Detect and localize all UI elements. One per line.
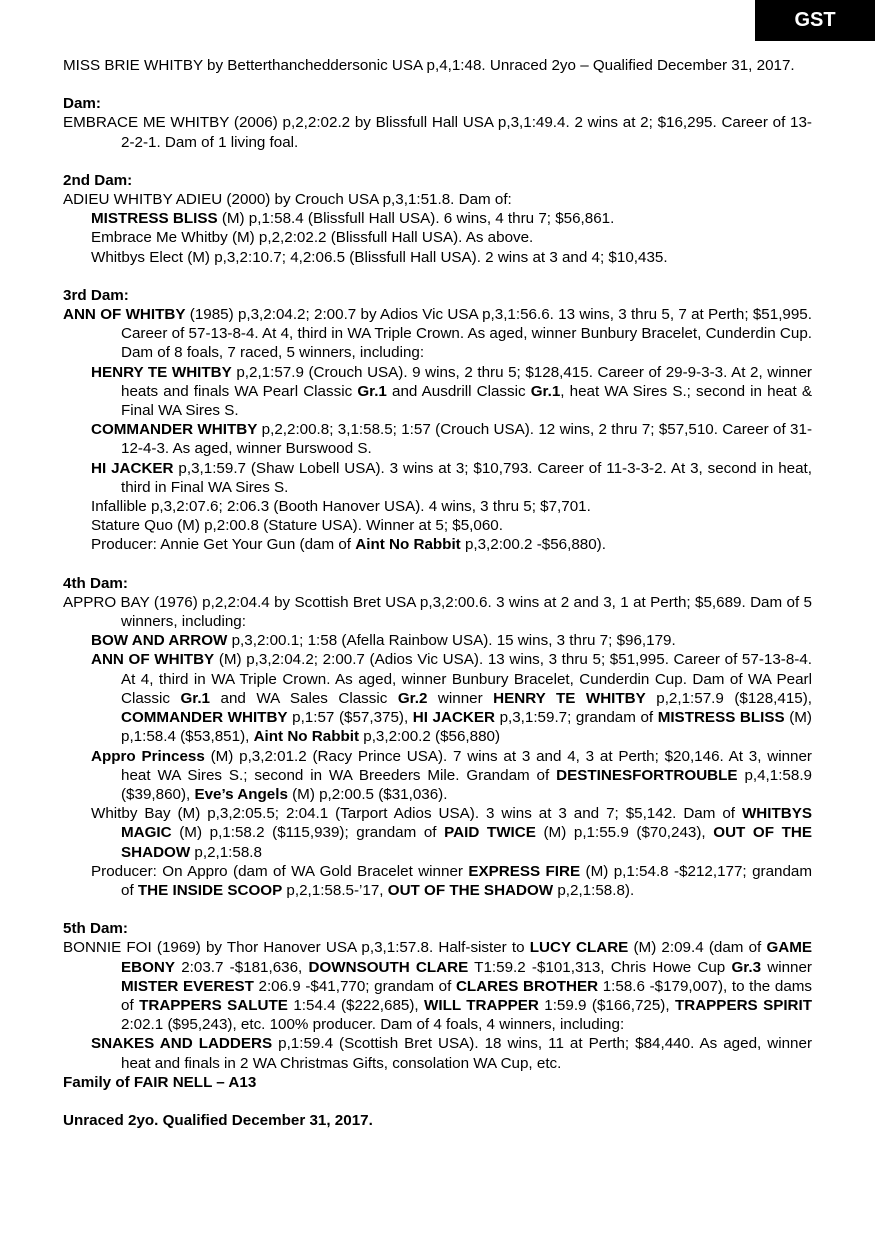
third-dam-heading: 3rd Dam:: [63, 286, 129, 304]
fourth-dam-progeny-2: ANN OF WHITBY (M) p,3,2:04.2; 2:00.7 (Adios Vic USA). 13 wins, 3 thru 5; $51,995. Career of 57-13-8-4. At 4, third in WA Triple Crown. As aged, winner Bunbury Bracelet, Cunderdin Cup. Dam of WA Pearl Classic Gr.1 and WA Sales Classic Gr.2 winner HENRY TE WHITBY p,2,1:57.9 ($128,415), COMMANDER WHITBY p,1:57 ($57,375), HI JACKER p,3,1:59.7; grandam of MISTRESS BLISS (M) p,1:58.4 ($53,851), Aint No Rabbit p,3,2:00.2 ($56,880): [91, 651, 812, 746]
third-dam-progeny-2: COMMANDER WHITBY p,2,2:00.8; 3,1:58.5; 1:57 (Crouch USA). 12 wins, 2 thru 7; $57,510. Career of 31-12-4-3. As aged, winner Burswood S.: [91, 421, 812, 458]
fourth-dam-heading: 4th Dam:: [63, 574, 128, 592]
third-dam-progeny-5: Stature Quo (M) p,2:00.8 (Stature USA). Winner at 5; $5,060.: [91, 517, 503, 535]
fifth-dam-heading: 5th Dam:: [63, 920, 128, 938]
third-dam-progeny-3: HI JACKER p,3,1:59.7 (Shaw Lobell USA). 3 wins at 3; $10,793. Career of 11-3-3-2. At 3, second in heat, third in Final WA Sires S.: [91, 459, 812, 496]
horse-intro: MISS BRIE WHITBY by Betterthancheddersonic USA p,4,1:48. Unraced 2yo – Qualified December 31, 2017.: [63, 57, 795, 74]
fourth-dam-progeny-4: Whitby Bay (M) p,3,2:05.5; 2:04.1 (Tarport Adios USA). 3 wins at 3 and 7; $5,142. Dam of WHITBYS MAGIC (M) p,1:58.2 ($115,939); grandam of PAID TWICE (M) p,1:55.9 ($70,243), OUT OF THE SHADOW p,2,1:58.8: [91, 805, 813, 861]
fourth-dam-producer: Producer: On Appro (dam of WA Gold Bracelet winner EXPRESS FIRE (M) p,1:54.8 -$212,177; grandam of THE INSIDE SCOOP p,2,1:58.5-’17, OUT OF THE SHADOW p,2,1:58.8).: [91, 862, 813, 899]
pedigree-document: [63, 56, 812, 1130]
second-dam-text: ADIEU WHITBY ADIEU (2000) by Crouch USA p,3,1:51.8. Dam of:: [63, 191, 512, 209]
fifth-dam-progeny-1: SNAKES AND LADDERS p,1:59.4 (Scottish Bret USA). 18 wins, 11 at Perth; $84,440. As aged, winner heat and finals in 2 WA Christmas Gifts, consolation WA Cup, etc.: [91, 1035, 812, 1072]
fourth-dam-progeny-1: BOW AND ARROW p,3,2:00.1; 1:58 (Afella Rainbow USA). 15 wins, 3 thru 7; $96,179.: [91, 632, 676, 650]
second-dam-progeny-1: MISTRESS BLISS (M) p,1:58.4 (Blissfull Hall USA). 6 wins, 4 thru 7; $56,861.: [91, 210, 615, 228]
fourth-dam-text: APPRO BAY (1976) p,2,2:04.4 by Scottish Bret USA p,3,2:00.6. 3 wins at 2 and 3, 1 at Perth; $5,689. Dam of 5 winners, including:: [63, 593, 812, 631]
fifth-dam-text: BONNIE FOI (1969) by Thor Hanover USA p,3,1:57.8. Half-sister to LUCY CLARE (M) 2:09.4 (dam of GAME EBONY 2:03.7 -$181,636, DOWNSOUTH CLARE T1:59.2 -$101,313, Chris Howe Cup Gr.3 winner MISTER EVEREST 2:06.9 -$41,770; grandam of CLARES BROTHER 1:58.6 -$179,007), to the dams of TRAPPERS SALUTE 1:54.4 ($222,685), WILL TRAPPER 1:59.9 ($166,725), TRAPPERS SPIRIT 2:02.1 ($95,243), etc. 100% producer. Dam of 4 foals, 4 winners, including:: [63, 939, 813, 1034]
dam-heading: Dam:: [63, 95, 101, 113]
dam-text: EMBRACE ME WHITBY (2006) p,2,2:02.2 by Blissfull Hall USA p,3,1:49.4. 2 wins at 2; $16,295. Career of 13-2-2-1. Dam of 1 living foal.: [63, 114, 812, 151]
third-dam-progeny-1: HENRY TE WHITBY p,2,1:57.9 (Crouch USA). 9 wins, 2 thru 5; $128,415. Career of 29-9-3-3. At 2, winner heats and finals WA Pearl Classic Gr.1 and Ausdrill Classic Gr.1, heat WA Sires S.; second in heat & Final WA Sires S.: [91, 363, 812, 420]
family-line: Family of FAIR NELL – A13: [63, 1073, 257, 1091]
fourth-dam-progeny-3: Appro Princess (M) p,3,2:01.2 (Racy Prince USA). 7 wins at 3 and 4, 3 at Perth; $20,146. At 3, winner heat WA Sires S.; second in WA Breeders Mile. Grandam of DESTINESFORTROUBLE p,4,1:58.9 ($39,860), Eve’s Angels (M) p,2:00.5 ($31,036).: [91, 747, 812, 803]
progeny-name: MISTRESS BLISS: [91, 210, 218, 228]
third-dam-text: ANN OF WHITBY (1985) p,3,2:04.2; 2:00.7 by Adios Vic USA p,3,1:56.6. 13 wins, 3 thru 5, 7 at Perth; $51,995. Career of 57-13-8-4. At 4, third in WA Triple Crown. As aged, winner Bunbury Bracelet, Cunderdin Cup. Dam of 8 foals, 7 raced, 5 winners, including:: [63, 306, 812, 362]
third-dam-progeny-4: Infallible p,3,2:07.6; 2:06.3 (Booth Hanover USA). 4 wins, 3 thru 5; $7,701.: [91, 498, 591, 516]
section-tag: GST: [755, 0, 875, 41]
second-dam-progeny-2: Embrace Me Whitby (M) p,2,2:02.2 (Blissfull Hall USA). As above.: [91, 229, 534, 247]
second-dam-heading: 2nd Dam:: [63, 171, 133, 189]
qualification-footer: Unraced 2yo. Qualified December 31, 2017.: [63, 1111, 373, 1129]
third-dam-producer: Producer: Annie Get Your Gun (dam of Aint No Rabbit p,3,2:00.2 -$56,880).: [91, 536, 606, 554]
second-dam-progeny-3: Whitbys Elect (M) p,3,2:10.7; 4,2:06.5 (Blissfull Hall USA). 2 wins at 3 and 4; $10,435.: [91, 248, 668, 266]
